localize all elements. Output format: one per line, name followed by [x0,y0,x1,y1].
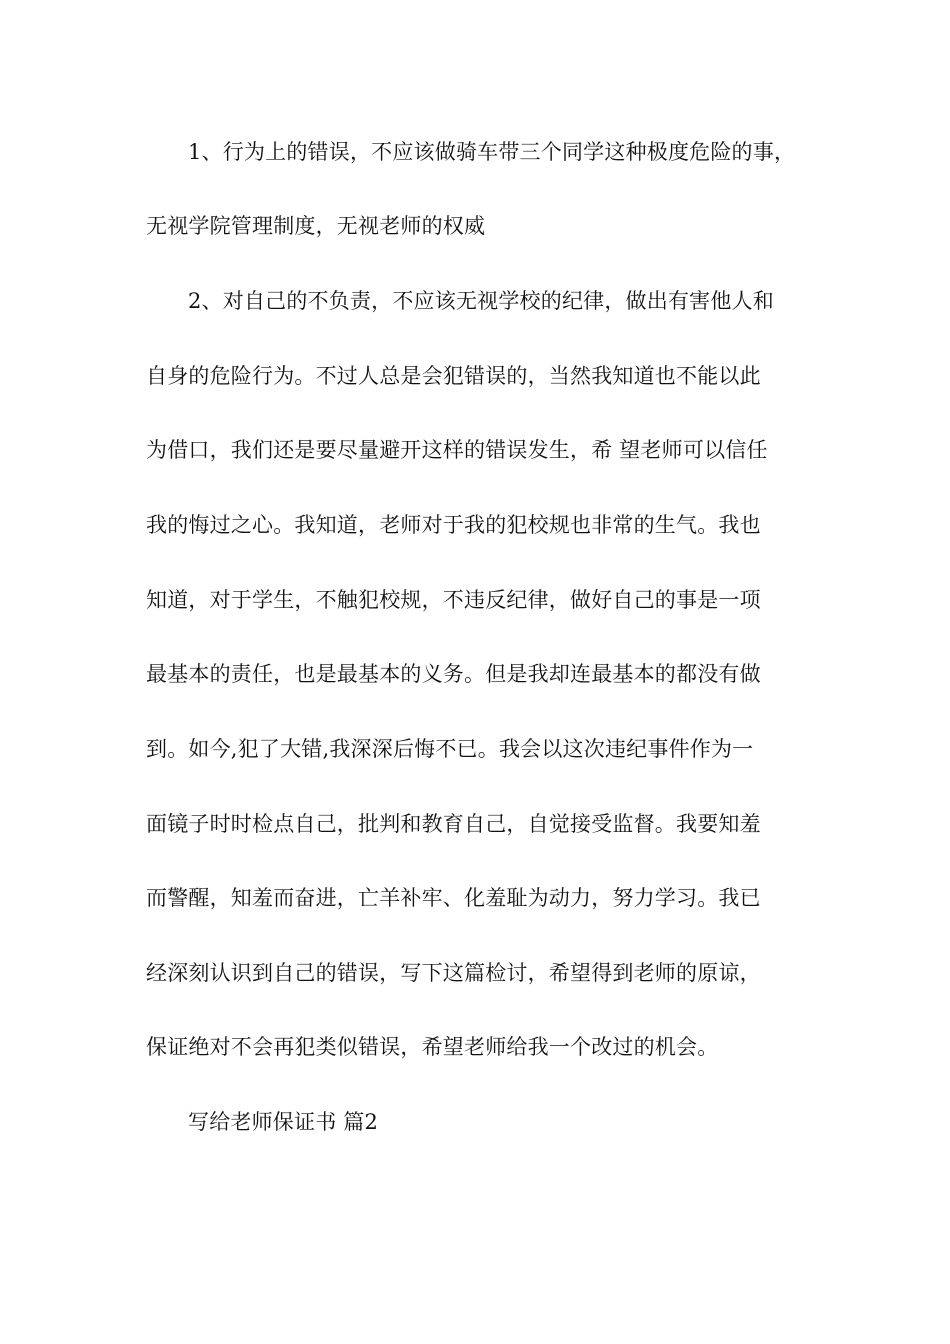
paragraph-2-line-9: 而警醒，知羞而奋进，亡羊补牢、化羞耻为动力，努力学习。我已 [146,886,761,910]
paragraph-2-line-8: 面镜子时时检点自己，批判和教育自己，自觉接受监督。我要知羞 [146,812,761,836]
paragraph-2-line-1: 2、对自己的不负责，不应该无视学校的纪律，做出有害他人和 [188,289,774,313]
paragraph-2-line-2: 自身的危险行为。不过人总是会犯错误的，当然我知道也不能以此 [146,364,761,388]
paragraph-2-line-4: 我的悔过之心。我知道，老师对于我的犯校规也非常的生气。我也 [146,513,761,537]
paragraph-2-line-3: 为借口，我们还是要尽量避开这样的错误发生，希 望老师可以信任 [146,438,768,462]
paragraph-2-line-7: 到。如今,犯了大错,我深深后悔不已。我会以这次违纪事件作为一 [146,737,754,761]
paragraph-2-line-10: 经深刻认识到自己的错误，写下这篇检讨，希望得到老师的原谅， [146,961,761,985]
paragraph-1-line-1: 1、行为上的错误，不应该做骑车带三个同学这种极度危险的事， [188,140,796,164]
paragraph-1-line-2: 无视学院管理制度，无视老师的权威 [146,214,486,238]
paragraph-2-line-11: 保证绝对不会再犯类似错误，希望老师给我一个改过的机会。 [146,1035,719,1059]
section-title: 写给老师保证书 篇2 [188,1110,379,1134]
paragraph-2-line-6: 最基本的责任，也是最基本的义务。但是我却连最基本的都没有做 [146,662,761,686]
paragraph-2-line-5: 知道，对于学生，不触犯校规，不违反纪律，做好自己的事是一项 [146,588,761,612]
